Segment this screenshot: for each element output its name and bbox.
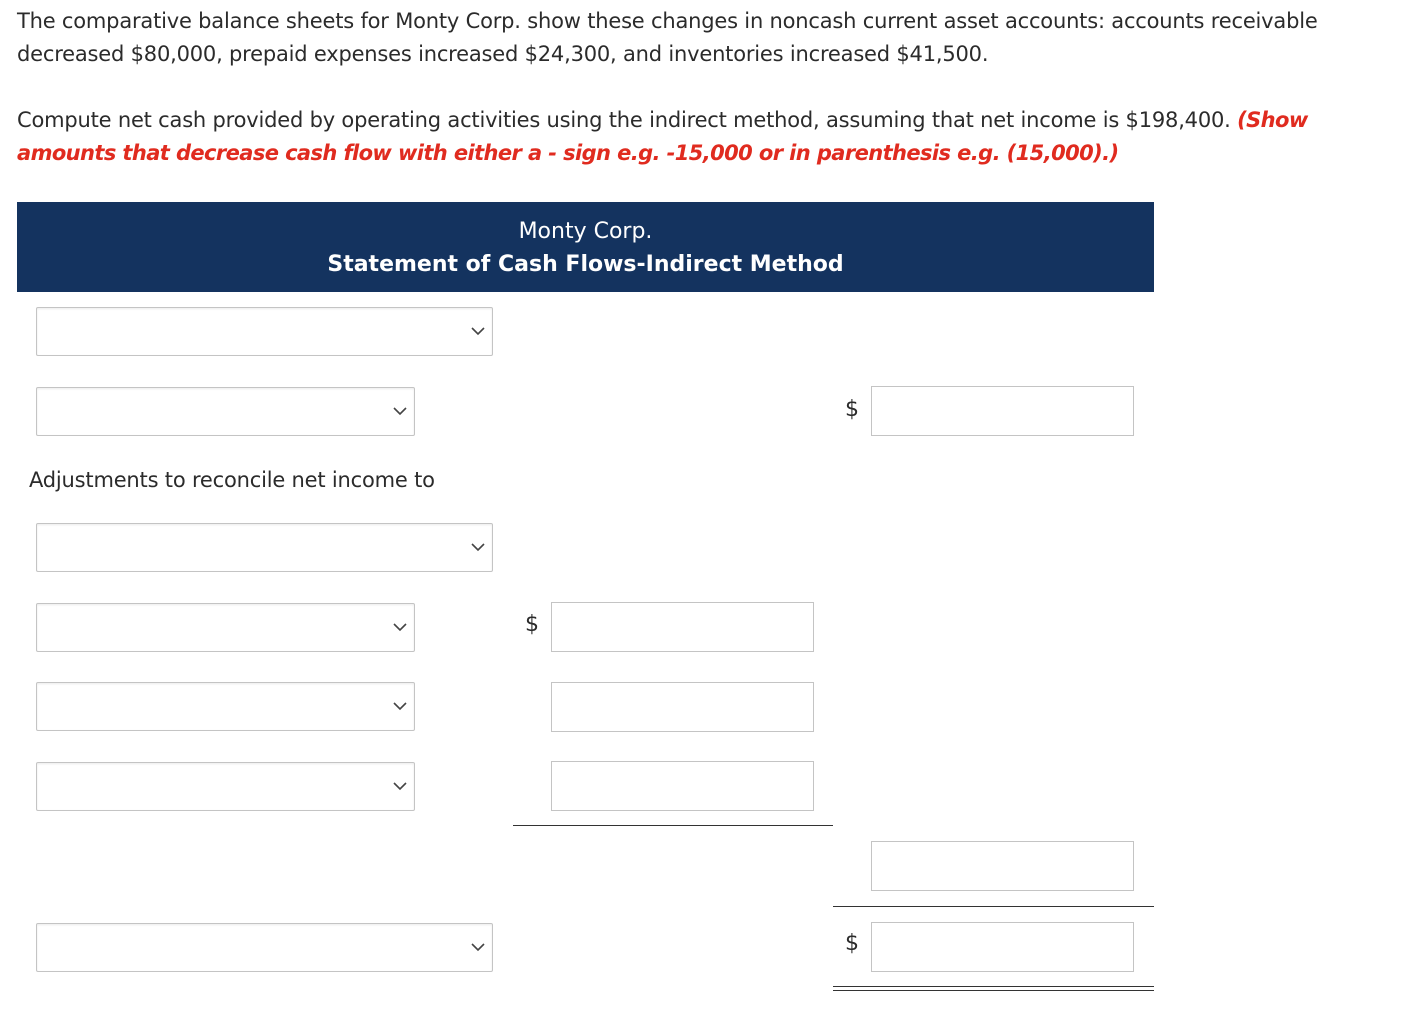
- net-income-amount-input[interactable]: [871, 386, 1134, 436]
- chevron-down-icon: [392, 778, 408, 794]
- chevron-down-icon: [470, 539, 486, 555]
- chevron-down-icon: [470, 939, 486, 955]
- statement-header: [17, 202, 1154, 292]
- instruction-hint: (Show amounts that decrease cash flow with either a - sign e.g. -15,000 or in parenthesis e.g. (15,000).): [17, 108, 1308, 165]
- problem-intro: The comparative balance sheets for Monty Corp. show these changes in noncash current asset accounts: accounts receivable decreased $80,000, prepaid expenses increased $24,300, and inventories increased $41,500.: [17, 9, 1318, 66]
- statement-title: Statement of Cash Flows-Indirect Method: [327, 252, 844, 277]
- adjustment-3-amount-input[interactable]: [551, 761, 814, 811]
- total-adjustments-input[interactable]: [871, 841, 1134, 891]
- subtotal-rule: [513, 825, 833, 826]
- total-rule: [833, 906, 1154, 907]
- adjustment-2-amount-input[interactable]: [551, 682, 814, 732]
- instruction-text: Compute net cash provided by operating activities using the indirect method, assuming that net income is $198,400.: [17, 108, 1231, 132]
- adjustments-heading-select[interactable]: [36, 523, 493, 572]
- chevron-down-icon: [392, 619, 408, 635]
- chevron-down-icon: [392, 698, 408, 714]
- adjustment-3-select[interactable]: [36, 762, 415, 811]
- company-name: Monty Corp.: [518, 219, 653, 244]
- double-underline: [833, 986, 1154, 991]
- adjustment-2-select[interactable]: [36, 682, 415, 731]
- net-income-select[interactable]: [36, 387, 415, 436]
- net-cash-amount-input[interactable]: [871, 922, 1134, 972]
- adjustment-1-select[interactable]: [36, 603, 415, 652]
- heading-select[interactable]: [36, 307, 493, 356]
- dollar-sign: $: [845, 397, 859, 422]
- net-cash-select[interactable]: [36, 923, 493, 972]
- adjustments-label: Adjustments to reconcile net income to: [29, 468, 435, 492]
- dollar-sign: $: [845, 931, 859, 956]
- dollar-sign: $: [525, 612, 539, 637]
- chevron-down-icon: [470, 323, 486, 339]
- chevron-down-icon: [392, 403, 408, 419]
- problem-instruction: [17, 104, 1392, 170]
- adjustment-1-amount-input[interactable]: [551, 602, 814, 652]
